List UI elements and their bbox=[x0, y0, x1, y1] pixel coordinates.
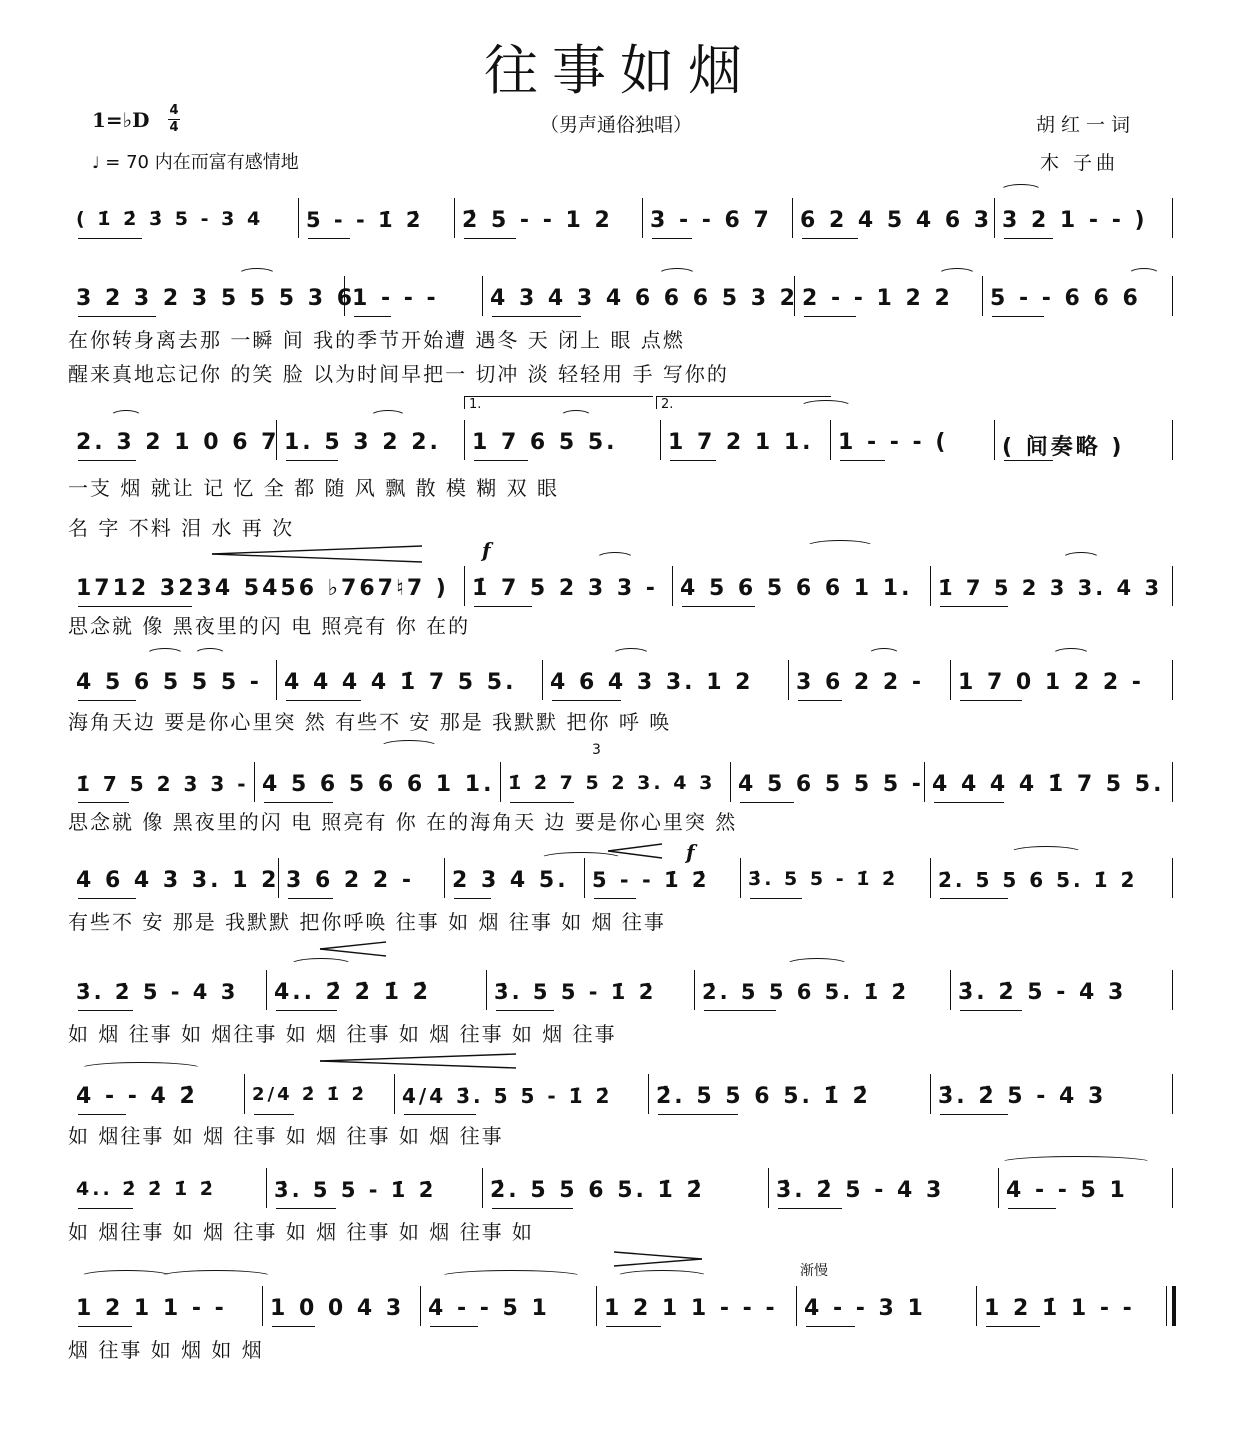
measure: 2 3 4 5. bbox=[452, 868, 569, 893]
bar-line bbox=[262, 1286, 263, 1326]
slur bbox=[1000, 184, 1042, 197]
lyric-line: 如 烟 往事 如 烟往事 如 烟 往事 如 烟 往事 如 烟 往事 bbox=[68, 1022, 617, 1046]
composer-credit: 木 子曲 bbox=[1040, 152, 1120, 174]
beam-underline bbox=[492, 1208, 573, 1209]
measure: 4 4 4 4 1̇ 7 5 5. bbox=[284, 670, 517, 695]
measure: 1 0 0 4 3 bbox=[270, 1296, 405, 1321]
measure: 4 3 4 3 4 6 6 6 5 3 2 bbox=[490, 286, 798, 311]
staff-line bbox=[68, 858, 1172, 906]
staff-line bbox=[68, 566, 1172, 614]
measure: 5 - - 1̇ 2̇ bbox=[306, 208, 424, 232]
beam-underline bbox=[594, 898, 636, 899]
beam-underline bbox=[78, 802, 129, 803]
bar-line bbox=[596, 1286, 597, 1326]
measure: 2̇. 5 5 6 5. 1̇ 2̇ bbox=[490, 1178, 705, 1203]
beam-underline bbox=[78, 700, 136, 701]
crescendo-hairpin-4 bbox=[318, 1052, 518, 1070]
slur bbox=[1128, 268, 1160, 281]
beam-underline bbox=[78, 1010, 133, 1011]
slur bbox=[1062, 552, 1100, 565]
measure: 2̇ 5 - - 1 2 bbox=[462, 208, 613, 233]
slur bbox=[560, 410, 592, 423]
measure: 4 6 4 3 3. 1 2 bbox=[76, 868, 280, 893]
slur bbox=[380, 740, 438, 753]
beam-underline bbox=[778, 1208, 842, 1209]
measure: 3̇. 5 5 - 1̇ 2̇ bbox=[494, 980, 657, 1004]
key-signature: 1=♭D bbox=[92, 108, 150, 132]
forte-mark-2: f bbox=[686, 840, 695, 864]
measure: 1 7 0 1 2 2 - bbox=[958, 670, 1144, 695]
bar-line bbox=[930, 858, 931, 898]
measure: 5 - - 1̇ 2̇ bbox=[592, 868, 710, 892]
bar-line bbox=[994, 198, 995, 238]
measure: 2. 3 2 1 0 6 7 bbox=[76, 430, 280, 455]
bar-line bbox=[482, 1168, 483, 1208]
measure: 3̇. 2̇ 5 - 4 3 bbox=[958, 980, 1127, 1005]
bar-line bbox=[298, 198, 299, 238]
beam-underline bbox=[940, 898, 1008, 899]
beam-underline bbox=[940, 1114, 1008, 1115]
measure: 1 2 1 1 - - - bbox=[604, 1296, 778, 1321]
bar-line bbox=[486, 970, 487, 1010]
measure: 4.. 2̇ 2̇ 1̇ 2̇ bbox=[76, 1178, 216, 1200]
measure: 1 - - - bbox=[352, 286, 439, 311]
measure: 3 6 2 2 - bbox=[286, 868, 414, 893]
staff-line bbox=[68, 276, 1172, 324]
beam-underline bbox=[740, 802, 794, 803]
lyric-line: 如 烟往事 如 烟 往事 如 烟 往事 如 烟 往事 如 bbox=[68, 1220, 534, 1244]
slur bbox=[612, 648, 650, 661]
bar-line bbox=[924, 762, 925, 802]
beam-underline bbox=[802, 238, 858, 239]
measure: 1 7 2 1 1. bbox=[668, 430, 814, 455]
slur bbox=[800, 400, 852, 413]
bar-line bbox=[1172, 660, 1173, 700]
slur bbox=[80, 1270, 172, 1283]
bar-line bbox=[796, 1286, 797, 1326]
triplet-mark: 3 bbox=[592, 742, 601, 758]
staff-line bbox=[68, 970, 1172, 1018]
bar-line bbox=[1172, 762, 1173, 802]
bar-line bbox=[672, 566, 673, 606]
beam-underline bbox=[474, 460, 528, 461]
beam-underline bbox=[960, 700, 1022, 701]
beam-underline bbox=[454, 898, 491, 899]
meter-top: 4 bbox=[169, 103, 179, 118]
slur bbox=[146, 648, 184, 661]
slur bbox=[194, 648, 226, 661]
beam-underline bbox=[658, 1114, 738, 1115]
measure: ( 间奏略 ) bbox=[1002, 435, 1125, 460]
bar-line bbox=[394, 1074, 395, 1114]
bar-line bbox=[998, 1168, 999, 1208]
bar-line bbox=[1166, 1286, 1176, 1326]
bar-line bbox=[542, 660, 543, 700]
measure: 4 - - 5 1 bbox=[428, 1296, 550, 1321]
beam-underline bbox=[806, 1326, 855, 1327]
measure: 4 5 6 5 6 6 1 1. bbox=[680, 576, 913, 601]
measure: 1 2 1̇ 1 - - bbox=[984, 1296, 1135, 1321]
measure: 4/4 3̇. 5 5 - 1̇ 2̇ bbox=[402, 1084, 613, 1108]
beam-underline bbox=[78, 898, 136, 899]
lyric-line: 思念就 像 黑夜里的闪 电 照亮有 你 在的海角天 边 要是你心里突 然 bbox=[68, 810, 738, 834]
slur bbox=[1010, 846, 1082, 859]
subtitle: （男声通俗独唱） bbox=[540, 114, 693, 136]
beam-underline bbox=[840, 460, 885, 461]
measure: 1̇ 7 5 2 3 3. 4 3 bbox=[938, 576, 1163, 600]
measure: 3̇. 5 5 - 1̇ 2̇ bbox=[274, 1178, 437, 1202]
beam-underline bbox=[750, 898, 802, 899]
beam-underline bbox=[960, 1010, 1022, 1011]
beam-underline bbox=[934, 802, 1004, 803]
beam-underline bbox=[704, 1010, 776, 1011]
slur bbox=[658, 268, 696, 281]
slur bbox=[616, 1270, 708, 1283]
bar-line bbox=[254, 762, 255, 802]
bar-line bbox=[950, 660, 951, 700]
beam-underline bbox=[78, 1114, 126, 1115]
lyric-line: 海角天边 要是你心里突 然 有些不 安 那是 我默默 把你 呼 唤 bbox=[68, 710, 672, 734]
slur bbox=[440, 1270, 582, 1283]
measure: 1 7 6 5 5. bbox=[472, 430, 618, 455]
beam-underline bbox=[78, 1208, 133, 1209]
beam-underline bbox=[1004, 238, 1053, 239]
staff-line bbox=[68, 198, 1172, 246]
slur bbox=[596, 552, 634, 565]
measure: 4 - - 5 1 bbox=[1006, 1178, 1128, 1203]
lyric-line: 思念就 像 黑夜里的闪 电 照亮有 你 在的 bbox=[68, 614, 471, 638]
quarter-note-icon: ♩ bbox=[92, 153, 100, 172]
bar-line bbox=[1172, 1168, 1173, 1208]
bar-line bbox=[830, 420, 831, 460]
beam-underline bbox=[78, 238, 142, 239]
beam-underline bbox=[276, 1208, 336, 1209]
slur bbox=[370, 410, 406, 423]
bar-line bbox=[642, 198, 643, 238]
beam-underline bbox=[652, 238, 692, 239]
bar-line bbox=[1172, 420, 1173, 460]
bar-line bbox=[794, 276, 795, 316]
tempo-marking bbox=[92, 148, 299, 174]
lyric-line: 如 烟往事 如 烟 往事 如 烟 往事 如 烟 往事 bbox=[68, 1124, 504, 1148]
bar-line bbox=[276, 420, 277, 460]
measure: 3̇. 2̇ 5 - 4 3 bbox=[76, 980, 239, 1004]
beam-underline bbox=[496, 1010, 554, 1011]
lyric-line: 有些不 安 那是 我默默 把你呼唤 往事 如 烟 往事 如 烟 往事 bbox=[68, 910, 666, 934]
bar-line bbox=[768, 1168, 769, 1208]
beam-underline bbox=[1008, 1208, 1056, 1209]
staff-line bbox=[68, 762, 1172, 810]
measure: 3 - - 6 7 bbox=[650, 208, 772, 233]
bar-line bbox=[454, 198, 455, 238]
staff-line bbox=[68, 420, 1172, 468]
lyric-line: 一支 烟 就让 记 忆 全 都 随 风 飘 散 模 糊 双 眼 bbox=[68, 476, 560, 500]
bar-line bbox=[1172, 858, 1173, 898]
slur bbox=[540, 852, 622, 865]
staff-line bbox=[68, 1168, 1172, 1216]
lyric-line: 醒来真地忘记你 的笑 脸 以为时间早把一 切冲 淡 轻轻用 手 写你的 bbox=[68, 362, 729, 386]
staff-line bbox=[68, 660, 1172, 708]
volta1-label: 1. bbox=[469, 397, 482, 412]
bar-line bbox=[994, 420, 995, 460]
bar-line bbox=[730, 762, 731, 802]
measure: 4 - - 3 1 bbox=[804, 1296, 926, 1321]
bar-line bbox=[482, 276, 483, 316]
beam-underline bbox=[276, 1010, 337, 1011]
lyric-line: 名 字 不料 泪 水 再 次 bbox=[68, 516, 295, 540]
bar-line bbox=[276, 660, 277, 700]
beam-underline bbox=[254, 1114, 294, 1115]
slur bbox=[110, 410, 142, 423]
measure: 5 - - 6 6 6 bbox=[990, 286, 1141, 311]
bar-line bbox=[1172, 566, 1173, 606]
bar-line bbox=[344, 276, 345, 316]
bar-line bbox=[740, 858, 741, 898]
beam-underline bbox=[492, 316, 581, 317]
crescendo-hairpin bbox=[210, 544, 425, 564]
beam-underline bbox=[78, 606, 192, 607]
bar-line bbox=[1172, 1074, 1173, 1114]
bar-line bbox=[244, 1074, 245, 1114]
measure: 4 6 4 3 3. 1 2 bbox=[550, 670, 754, 695]
beam-underline bbox=[464, 238, 516, 239]
lyricist-credit: 胡红一词 bbox=[1036, 114, 1137, 136]
bar-line bbox=[266, 1168, 267, 1208]
measure: 4 - - 4 2̇ bbox=[76, 1084, 198, 1109]
slur bbox=[290, 958, 352, 971]
staff-line bbox=[68, 1074, 1172, 1122]
lyric-line: 烟 往事 如 烟 如 烟 bbox=[68, 1338, 264, 1362]
volta-first-ending bbox=[464, 396, 653, 412]
beam-underline bbox=[286, 460, 338, 461]
measure: 4 5 6 5 5 5 - bbox=[76, 670, 262, 695]
measure: 4.. 2̇ 2̇ 1̇ 2̇ bbox=[274, 980, 431, 1005]
measure: 4 5 6 5 5 5 - bbox=[738, 772, 924, 797]
beam-underline bbox=[940, 606, 1008, 607]
slur bbox=[1052, 648, 1090, 661]
beam-underline bbox=[430, 1326, 478, 1327]
bar-line bbox=[464, 566, 465, 606]
bar-line bbox=[788, 660, 789, 700]
staff-line bbox=[68, 1286, 1172, 1334]
beam-underline bbox=[682, 606, 755, 607]
measure: 3 2 1 - - ) bbox=[1002, 208, 1148, 233]
measure: 2/4 2̇ 1̇ 2̇ bbox=[252, 1084, 367, 1105]
time-signature bbox=[168, 104, 180, 135]
beam-underline bbox=[78, 460, 136, 461]
bar-line bbox=[982, 276, 983, 316]
bar-line bbox=[1172, 276, 1173, 316]
beam-underline bbox=[552, 700, 621, 701]
bar-line bbox=[792, 198, 793, 238]
beam-underline bbox=[474, 606, 532, 607]
ritardando-mark: 渐慢 bbox=[800, 1263, 828, 1279]
beam-underline bbox=[78, 316, 156, 317]
song-title: 往事如烟 bbox=[484, 39, 756, 102]
bar-line bbox=[1172, 970, 1173, 1010]
measure: 3 6 2 2 - bbox=[796, 670, 924, 695]
bar-line bbox=[950, 970, 951, 1010]
beam-underline bbox=[272, 1326, 315, 1327]
measure: 4 4 4 4 1̇ 7 5 5. bbox=[932, 772, 1165, 797]
forte-mark: f bbox=[482, 538, 491, 562]
beam-underline bbox=[354, 316, 391, 317]
bar-line bbox=[444, 858, 445, 898]
beam-underline bbox=[606, 1326, 661, 1327]
slur bbox=[786, 958, 848, 971]
slur bbox=[1000, 1156, 1152, 1169]
beam-underline bbox=[804, 316, 856, 317]
measure: 3̇. 2̇ 5 - 4 3 bbox=[776, 1178, 945, 1203]
bar-line bbox=[278, 858, 279, 898]
decrescendo-hairpin bbox=[612, 1250, 704, 1268]
bar-line bbox=[420, 1286, 421, 1326]
beam-underline bbox=[992, 316, 1044, 317]
measure: 1̇ 7 5 2 3 3 - bbox=[472, 576, 658, 601]
beam-underline bbox=[308, 238, 350, 239]
measure: 2̇. 5 5 6 5. 1̇ 2̇ bbox=[938, 868, 1138, 892]
slur bbox=[80, 1062, 202, 1075]
measure: 1. 5 3 2 2. bbox=[284, 430, 441, 455]
measure: 2̇. 5 5 6 5. 1̇ 2̇ bbox=[656, 1084, 871, 1109]
beam-underline bbox=[404, 1114, 476, 1115]
measure: 1̇ 2̇ 7 5 2 3. 4 3 bbox=[508, 772, 716, 794]
measure: 1712 3234 5456 ♭767♮7 ) bbox=[76, 576, 449, 601]
crescendo-hairpin-3 bbox=[318, 940, 388, 958]
bar-line bbox=[464, 420, 465, 460]
bar-line bbox=[694, 970, 695, 1010]
bar-line bbox=[930, 1074, 931, 1114]
beam-underline bbox=[286, 700, 361, 701]
bar-line bbox=[976, 1286, 977, 1326]
slur bbox=[938, 268, 976, 281]
bar-line bbox=[660, 420, 661, 460]
slur bbox=[160, 1270, 272, 1283]
measure: 2̇. 5 5 6 5. 1̇ 2̇ bbox=[702, 980, 910, 1004]
meter-bottom: 4 bbox=[169, 120, 179, 135]
beam-underline bbox=[510, 802, 574, 803]
measure: 4 5 6 5 6 6 1 1. bbox=[262, 772, 495, 797]
measure: 3̇. 2̇ 5 - 4 3 bbox=[938, 1084, 1107, 1109]
bar-line bbox=[648, 1074, 649, 1114]
measure: 1 - - - ( bbox=[838, 430, 949, 455]
slur bbox=[238, 268, 276, 281]
tempo-text: = 70 内在而富有感情地 bbox=[105, 152, 299, 173]
bar-line bbox=[266, 970, 267, 1010]
bar-line bbox=[930, 566, 931, 606]
measure: 3̇. 5 5 - 1̇ 2̇ bbox=[748, 868, 899, 890]
bar-line bbox=[1172, 198, 1173, 238]
beam-underline bbox=[288, 898, 333, 899]
beam-underline bbox=[1004, 460, 1053, 461]
measure: 1̇ 7 5 2 3 3 - bbox=[76, 772, 249, 796]
measure: 6 2 4 5 4 6 3 bbox=[800, 208, 993, 233]
beam-underline bbox=[264, 802, 333, 803]
beam-underline bbox=[986, 1326, 1040, 1327]
slur bbox=[868, 648, 900, 661]
beam-underline bbox=[670, 460, 716, 461]
slur bbox=[806, 540, 874, 553]
measure: 2 - - 1 2 2 bbox=[802, 286, 953, 311]
bar-line bbox=[500, 762, 501, 802]
measure: 1 2 1 1 - - bbox=[76, 1296, 227, 1321]
volta2-label: 2. bbox=[661, 397, 674, 412]
beam-underline bbox=[78, 1326, 132, 1327]
measure: 3 2 3 2 3 5 5 5 3 6 bbox=[76, 286, 356, 311]
measure: ( 1̇ 2̇ 3̇ 5 - 3 4 bbox=[76, 208, 264, 230]
lyric-line: 在你转身离去那 一瞬 间 我的季节开始遭 遇冬 天 闭上 眼 点燃 bbox=[68, 328, 685, 352]
beam-underline bbox=[798, 700, 842, 701]
